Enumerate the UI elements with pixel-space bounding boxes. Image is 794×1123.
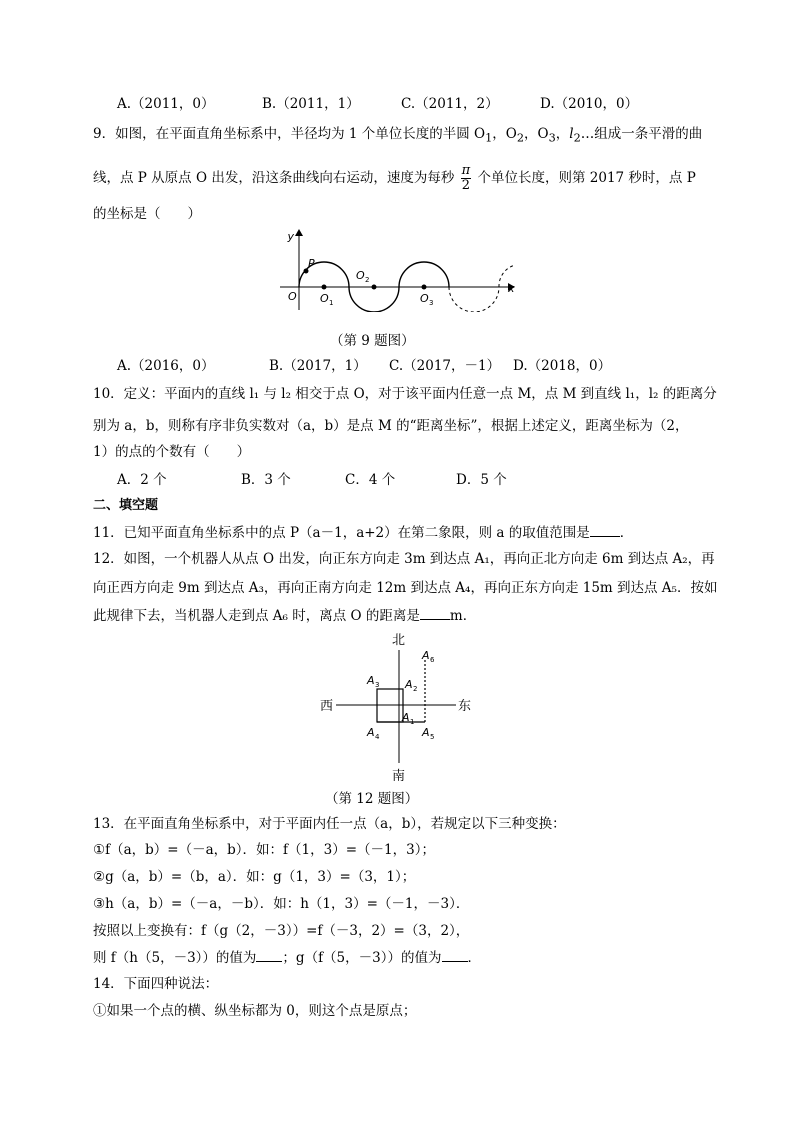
center-o2	[372, 285, 377, 290]
a4-label: A	[367, 726, 375, 739]
o2-label: O	[356, 269, 365, 282]
q8-option-d: D.（2010，0）	[540, 96, 639, 112]
q10-option-b: B．3 个	[241, 472, 291, 488]
q12-caption: （第 12 题图）	[325, 791, 419, 807]
a2-label: A	[405, 678, 413, 691]
section-title: 二、填空题	[93, 498, 159, 513]
o1-sub: 1	[329, 299, 334, 307]
a6-label: A	[422, 649, 430, 662]
a4-sub: 4	[375, 733, 380, 741]
q13-line-1: 13．在平面直角坐标系中，对于平面内任一点（a，b），若规定以下三种变换：	[93, 816, 566, 832]
q10-option-c: C．4 个	[345, 472, 396, 488]
q13-line-2: ①f（a，b）=（－a，b）．如：f（1，3）=（－1，3）；	[93, 842, 435, 858]
a3-sub: 3	[375, 681, 380, 689]
q12-blank	[420, 605, 450, 620]
q14-line-1: 14．下面四种说法：	[93, 976, 219, 992]
q9-line-3: 的坐标是（ ）	[93, 206, 201, 222]
q9-option-a: A.（2016，0）	[117, 358, 215, 374]
a1-sub: 1	[410, 718, 415, 726]
q8-option-c: C.（2011，2）	[401, 96, 499, 112]
q8-option-a: A.（2011，0）	[117, 96, 215, 112]
o3-label: O	[420, 292, 429, 305]
north-label: 北	[392, 633, 406, 648]
q9-line-2: 线，点 P 从原点 O 出发，沿这条曲线向右运动，速度为每秒 $\frac{\pi}{2}$ 个单位长度，则第 2017 秒时，点 P	[93, 163, 696, 193]
q12-line-2: 向正西方向走 9m 到达点 A₃，再向正南方向走 12m 到达点 A₄，再向正东方向走 15m 到达点 A₅．按如	[93, 580, 718, 596]
q13-blank-2	[442, 947, 468, 962]
a3-label: A	[367, 674, 375, 687]
q12-line-1: 12．如图，一个机器人从点 O 出发，向正东方向走 3m 到达点 A₁，再向正北方向走 6m 到达点 A₂，再	[93, 551, 715, 567]
q9-line-1: 9．如图，在平面直角坐标系中，半径均为 1 个单位长度的半圆 $O_1$，$O_2$，$O_3$，$l_2\dots$组成一条平滑的曲	[93, 126, 703, 145]
a5-sub: 5	[430, 733, 435, 741]
east-label: 东	[458, 699, 472, 714]
y-label: y	[287, 230, 294, 243]
a5-label: A	[422, 726, 430, 739]
q13-line-4: ③h（a，b）=（－a，－b）．如：h（1，3）=（－1，－3）．	[93, 896, 470, 912]
q13-line-6: 则 f（h（5，－3））的值为 ；g（f（5，－3））的值为 ．	[93, 947, 481, 968]
south-label: 南	[392, 769, 406, 783]
dashed-curve	[449, 287, 499, 312]
a1-label: A	[402, 711, 410, 724]
q8-option-b: B.（2011，1）	[262, 96, 360, 112]
q13-blank-1	[256, 947, 282, 962]
q9-option-b: B.（2017，1）	[269, 358, 367, 374]
q10-line-1: 10．定义：平面内的直线 l₁ 与 l₂ 相交于点 O，对于该平面内任意一点 M，点 M 到直线 l₁，l₂ 的距离分	[93, 386, 717, 402]
q11-blank	[590, 522, 620, 537]
q10-option-d: D．5 个	[456, 472, 507, 488]
q13-line-5: 按照以上变换有：f（g（2，－3））=f（－3，2）=（3，2），	[93, 923, 470, 939]
a2-sub: 2	[413, 685, 418, 693]
q10-line-3: 1）的点的个数有（ ）	[93, 444, 251, 460]
x-label: x	[508, 282, 515, 295]
center-o1	[322, 285, 327, 290]
q13-line-3: ②g（a，b）=（b，a）．如：g（1，3）=（3，1）；	[93, 869, 416, 885]
west-label: 西	[320, 699, 334, 714]
pi-over-2-fraction: $\frac{\pi}{2}$	[461, 163, 471, 193]
q9-option-c: C.（2017，－1）	[389, 358, 501, 374]
q12-figure	[316, 628, 476, 783]
y-axis-arrow	[295, 229, 303, 236]
o2-sub: 2	[365, 276, 370, 284]
o1-label: O	[320, 292, 329, 305]
q11-line: 11．已知平面直角坐标系中的点 P（a－1，a+2）在第二象限，则 a 的取值范围是 ．	[93, 522, 633, 543]
p-label: P	[308, 257, 315, 270]
origin-label: O	[288, 290, 297, 303]
a6-sub: 6	[430, 656, 435, 664]
q10-option-a: A．2 个	[117, 472, 167, 488]
q9-caption: （第 9 题图）	[330, 333, 415, 349]
center-o3	[422, 285, 427, 290]
q9-figure	[270, 222, 520, 312]
q12-line-3: 此规律下去，当机器人走到点 A₆ 时，离点 O 的距离是 m．	[93, 605, 476, 626]
o3-sub: 3	[429, 299, 434, 307]
q10-line-2: 别为 a，b，则称有序非负实数对（a，b）是点 M 的“距离坐标”，根据上述定义，距离坐标为（2，	[93, 418, 689, 434]
q9-option-d: D.（2018，0）	[513, 358, 612, 374]
q14-line-2: ①如果一个点的横、纵坐标都为 0，则这个点是原点；	[93, 1003, 417, 1019]
